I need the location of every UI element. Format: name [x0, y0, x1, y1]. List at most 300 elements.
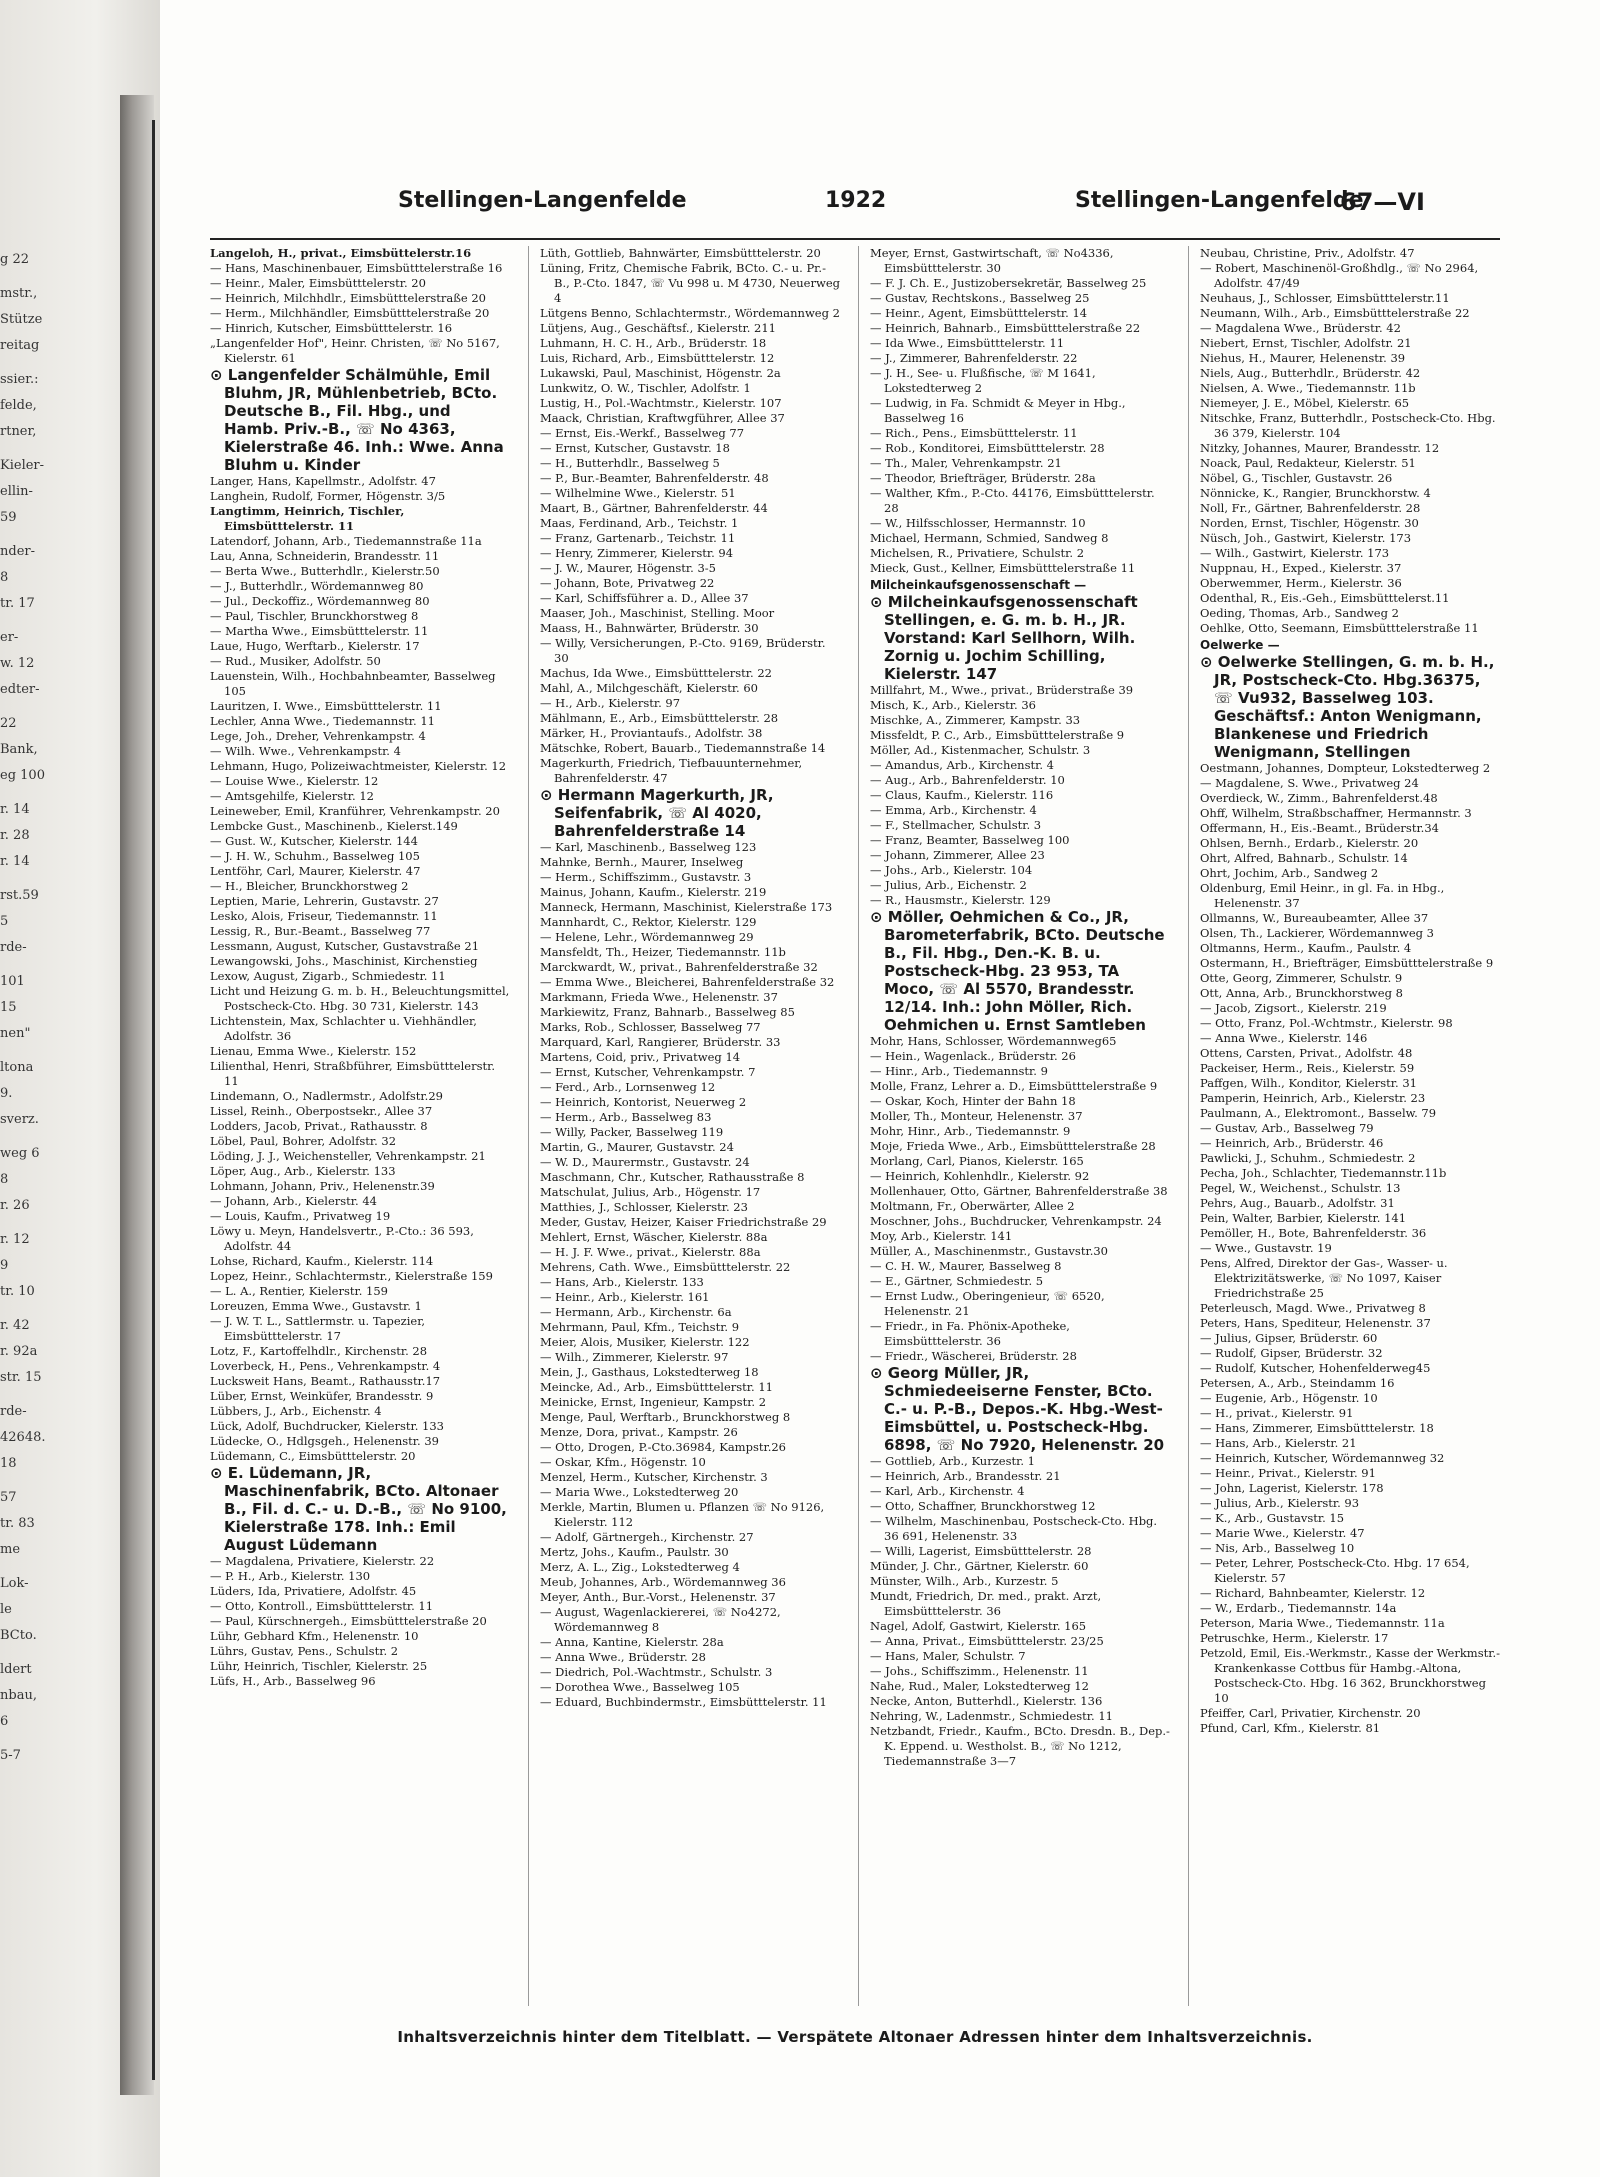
directory-entry: Merz, A. L., Zig., Lokstedterweg 4	[540, 1560, 740, 1574]
directory-entry: Lührs, Gustav, Pens., Schulstr. 2	[210, 1644, 399, 1658]
directory-entry: Marks, Rob., Schlosser, Basselweg 77	[540, 1020, 761, 1034]
directory-entry: — Heinrich, Milchhdlr., Eimsbütttelerstraße 20	[210, 291, 486, 305]
directory-entry: — Hans, Maschinenbauer, Eimsbütttelerstraße 16	[210, 261, 503, 275]
firm-entry: ⊙ Georg Müller, JR, Schmiedeeiserne Fenster, BCto. C.- u. P.-B., Depos.-K. Hbg.-West-Eimsbüttel, u. Postscheck-Hbg. 6898, ☏ No 7920, Helenenstr. 20	[870, 1364, 1165, 1454]
previous-page-text: tr. 83	[0, 1516, 35, 1531]
directory-entry: Meincke, Ad., Arb., Eimsbütttelerstr. 11	[540, 1380, 773, 1394]
directory-entry: Overdieck, W., Zimm., Bahrenfelderst.48	[1200, 791, 1438, 805]
directory-entry: — Gust. W., Kutscher, Kielerstr. 144	[210, 834, 418, 848]
directory-entry: — J. W. T. L., Sattlermstr. u. Tapezier, Eimsbütttelerstr. 17	[210, 1314, 426, 1343]
directory-entry: — Walther, Kfm., P.-Cto. 44176, Eimsbütttelerstr. 28	[870, 486, 1155, 515]
directory-entry: Maas, Ferdinand, Arb., Teichstr. 1	[540, 516, 739, 530]
firm-entry: ⊙ Hermann Magerkurth, JR, Seifenfabrik, ☏ Al 4020, Bahrenfelderstraße 14	[540, 786, 774, 840]
directory-entry: Oehlke, Otto, Seemann, Eimsbütttelerstraße 11	[1200, 621, 1479, 635]
directory-entry: Odenthal, R., Eis.-Geh., Eimsbütttelerst.11	[1200, 591, 1450, 605]
directory-entry: Ohlsen, Bernh., Erdarb., Kielerstr. 20	[1200, 836, 1419, 850]
directory-entry: — Johann, Zimmerer, Allee 23	[870, 848, 1045, 862]
previous-page-text: Kieler-	[0, 458, 45, 473]
directory-entry: — H., Bleicher, Brunckhorstweg 2	[210, 879, 409, 893]
directory-entry: — R., Hausmstr., Kielerstr. 129	[870, 893, 1051, 907]
directory-entry: — H., privat., Kielerstr. 91	[1200, 1406, 1354, 1420]
directory-entry: — Eduard, Buchbindermstr., Eimsbütttelerstr. 11	[540, 1695, 827, 1709]
directory-entry: — Ernst, Eis.-Werkf., Basselweg 77	[540, 426, 745, 440]
directory-entry: Lütjens, Aug., Geschäftsf., Kielerstr. 211	[540, 321, 776, 335]
directory-entry: Pein, Walter, Barbier, Kielerstr. 141	[1200, 1211, 1407, 1225]
column-divider	[858, 246, 859, 2006]
directory-entry: Lukawski, Paul, Maschinist, Högenstr. 2a	[540, 366, 781, 380]
page-footer-note: Inhaltsverzeichnis hinter dem Titelblatt. — Verspätete Altonaer Adressen hinter dem Inhaltsverzeichnis.	[397, 2028, 1313, 2046]
directory-entry: Lehmann, Hugo, Polizeiwachtmeister, Kielerstr. 12	[210, 759, 507, 773]
directory-entry: Niehus, H., Maurer, Helenenstr. 39	[1200, 351, 1406, 365]
directory-entry: Molle, Franz, Lehrer a. D., Eimsbütttelerstraße 9	[870, 1079, 1158, 1093]
directory-entry: — Th., Maler, Vehrenkampstr. 21	[870, 456, 1062, 470]
directory-entry: — Heinrich, Bahnarb., Eimsbütttelerstraße 22	[870, 321, 1141, 335]
directory-entry: Mansfeldt, Th., Heizer, Tiedemannstr. 11b	[540, 945, 786, 959]
previous-page-text: r. 92a	[0, 1344, 38, 1359]
directory-entry: Löwy u. Meyn, Handelsvertr., P.-Cto.: 36 593, Adolfstr. 44	[210, 1224, 474, 1253]
directory-entry: — August, Wagenlackiererei, ☏ No4272, Wördemannweg 8	[540, 1605, 781, 1634]
directory-entry: Leineweber, Emil, Kranführer, Vehrenkampstr. 20	[210, 804, 500, 818]
previous-page-text: 22	[0, 716, 17, 731]
previous-page-text: le	[0, 1602, 12, 1617]
directory-entry: Moje, Frieda Wwe., Arb., Eimsbütttelerstraße 28	[870, 1139, 1156, 1153]
directory-entry: Lühr, Gebhard Kfm., Helenenstr. 10	[210, 1629, 419, 1643]
firm-entry: ⊙ Möller, Oehmichen & Co., JR, Barometerfabrik, BCto. Deutsche B., Fil. Hbg., Den.-K. B. u. Postscheck-Hbg. 23 953, TA Moco, ☏ Al 5570, Brandesstr. 12/14. Inh.: John Möller, Rich. Oehmichen u. Ernst Samtleben	[870, 908, 1165, 1034]
directory-entry: — Hans, Maler, Schulstr. 7	[870, 1649, 1026, 1663]
previous-page-fragment	[0, 250, 110, 2050]
directory-entry: — Martha Wwe., Eimsbütttelerstr. 11	[210, 624, 429, 638]
directory-entry: Lohmann, Johann, Priv., Helenenstr.39	[210, 1179, 435, 1193]
previous-page-text: sverz.	[0, 1112, 39, 1127]
previous-page-text: weg 6	[0, 1146, 40, 1161]
directory-entry: — H., Butterhdlr., Basselweg 5	[540, 456, 720, 470]
directory-entry: Peterleusch, Magd. Wwe., Privatweg 8	[1200, 1301, 1426, 1315]
directory-entry: Lechler, Anna Wwe., Tiedemannstr. 11	[210, 714, 435, 728]
directory-entry: Markmann, Frieda Wwe., Helenenstr. 37	[540, 990, 778, 1004]
directory-entry: Lüders, Ida, Privatiere, Adolfstr. 45	[210, 1584, 417, 1598]
directory-entry: Menzel, Herm., Kutscher, Kirchenstr. 3	[540, 1470, 768, 1484]
directory-entry: Lindemann, O., Nadlermstr., Adolfstr.29	[210, 1089, 443, 1103]
directory-entry: — Hans, Arb., Kielerstr. 21	[1200, 1436, 1357, 1450]
directory-entry: — Eugenie, Arb., Högenstr. 10	[1200, 1391, 1378, 1405]
directory-entry: — Anna Wwe., Brüderstr. 28	[540, 1650, 706, 1664]
previous-page-text: r. 42	[0, 1318, 30, 1333]
previous-page-text: r. 12	[0, 1232, 30, 1247]
previous-page-text: Bank,	[0, 742, 38, 757]
directory-entry: — Helene, Lehr., Wördemannweg 29	[540, 930, 754, 944]
directory-entry: Mehlert, Ernst, Wäscher, Kielerstr. 88a	[540, 1230, 768, 1244]
directory-entry: Nagel, Adolf, Gastwirt, Kielerstr. 165	[870, 1619, 1087, 1633]
directory-entry: Luhmann, H. C. H., Arb., Brüderstr. 18	[540, 336, 767, 350]
directory-entry: Meyer, Ernst, Gastwirtschaft, ☏ No4336, Eimsbütttelerstr. 30	[870, 246, 1114, 275]
directory-entry: Lau, Anna, Schneiderin, Brandesstr. 11	[210, 549, 440, 563]
directory-entry: Löding, J. J., Weichensteller, Vehrenkampstr. 21	[210, 1149, 486, 1163]
previous-page-text: 5	[0, 914, 9, 929]
directory-entry: — Ernst, Kutscher, Vehrenkampstr. 7	[540, 1065, 756, 1079]
directory-entry: Michael, Hermann, Schmied, Sandweg 8	[870, 531, 1109, 545]
directory-entry: Mohr, Hans, Schlosser, Wördemannweg65	[870, 1034, 1117, 1048]
directory-entry: Matthies, J., Schlosser, Kielerstr. 23	[540, 1200, 748, 1214]
directory-entry: Pecha, Joh., Schlachter, Tiedemannstr.11b	[1200, 1166, 1447, 1180]
directory-entry: Pfund, Carl, Kfm., Kielerstr. 81	[1200, 1721, 1381, 1735]
directory-entry: Meyer, Anth., Bur.-Vorst., Helenenstr. 37	[540, 1590, 776, 1604]
directory-entry: Lustig, H., Pol.-Wachtmstr., Kielerstr. 107	[540, 396, 782, 410]
directory-entry: Märker, H., Proviantaufs., Adolfstr. 38	[540, 726, 763, 740]
directory-entry: — Paul, Tischler, Brunckhorstweg 8	[210, 609, 419, 623]
directory-entry: — Willy, Versicherungen, P.-Cto. 9169, Brüderstr. 30	[540, 636, 826, 665]
header-year: 1922	[825, 188, 887, 213]
directory-entry: — Ernst Ludw., Oberingenieur, ☏ 6520, Helenenstr. 21	[870, 1289, 1105, 1318]
directory-entry: Langer, Hans, Kapellmstr., Adolfstr. 47	[210, 474, 436, 488]
directory-entry: — Wilhelm, Maschinenbau, Postscheck-Cto. Hbg. 36 691, Helenenstr. 33	[870, 1514, 1158, 1543]
directory-entry: — Willy, Packer, Basselweg 119	[540, 1125, 724, 1139]
directory-entry: Offermann, H., Eis.-Beamt., Brüderstr.34	[1200, 821, 1439, 835]
directory-entry: Marquard, Karl, Rangierer, Brüderstr. 33	[540, 1035, 781, 1049]
directory-entry: Mundt, Friedrich, Dr. med., prakt. Arzt, Eimsbütttelerstr. 36	[870, 1589, 1102, 1618]
directory-entry: Paffgen, Wilh., Konditor, Kielerstr. 31	[1200, 1076, 1417, 1090]
directory-entry: — Rudolf, Kutscher, Hohenfelderweg45	[1200, 1361, 1431, 1375]
directory-entry: — Heinrich, Kohlenhdlr., Kielerstr. 92	[870, 1169, 1090, 1183]
directory-entry: — Ferd., Arb., Lornsenweg 12	[540, 1080, 716, 1094]
directory-entry: — Marie Wwe., Kielerstr. 47	[1200, 1526, 1365, 1540]
directory-entry: — Claus, Kaufm., Kielerstr. 116	[870, 788, 1054, 802]
previous-page-text: ldert	[0, 1662, 32, 1677]
column-divider	[528, 246, 529, 2006]
previous-page-text: eg 100	[0, 768, 45, 783]
previous-page-text: ltona	[0, 1060, 34, 1075]
directory-entry: — Johs., Arb., Kielerstr. 104	[870, 863, 1033, 877]
directory-entry: Laue, Hugo, Werftarb., Kielerstr. 17	[210, 639, 420, 653]
directory-entry: Pemöller, H., Bote, Bahrenfelderstr. 36	[1200, 1226, 1427, 1240]
directory-entry: Petruschke, Herm., Kielerstr. 17	[1200, 1631, 1389, 1645]
directory-entry: Menze, Dora, privat., Kampstr. 26	[540, 1425, 738, 1439]
directory-entry: — Adolf, Gärtnergeh., Kirchenstr. 27	[540, 1530, 754, 1544]
directory-entry: — Robert, Maschinenöl-Großhdlg., ☏ No 2964, Adolfstr. 47/49	[1200, 261, 1479, 290]
directory-entry: Lübbers, J., Arb., Eichenstr. 4	[210, 1404, 382, 1418]
directory-entry: — Anna, Kantine, Kielerstr. 28a	[540, 1635, 724, 1649]
directory-entry: Lesko, Alois, Friseur, Tiedemannstr. 11	[210, 909, 438, 923]
directory-entry: — Anna, Privat., Eimsbütttelerstr. 23/25	[870, 1634, 1104, 1648]
directory-entry: Lauritzen, I. Wwe., Eimsbütttelerstr. 11	[210, 699, 442, 713]
directory-entry: — Franz, Gartenarb., Teichstr. 11	[540, 531, 736, 545]
header-rule	[210, 238, 1500, 240]
directory-entry: Lauenstein, Wilh., Hochbahnbeamter, Basselweg 105	[210, 669, 496, 698]
previous-page-text: 59	[0, 510, 17, 525]
directory-entry: — Heinrich, Arb., Brüderstr. 46	[1200, 1136, 1384, 1150]
previous-page-text: rst.59	[0, 888, 39, 903]
directory-entry: „Langenfelder Hof", Heinr. Christen, ☏ No 5167, Kielerstr. 61	[210, 336, 500, 365]
directory-entry: Neumann, Wilh., Arb., Eimsbütttelerstraße 22	[1200, 306, 1470, 320]
directory-entry: — Dorothea Wwe., Basselweg 105	[540, 1680, 740, 1694]
directory-entry: Lessig, R., Bur.-Beamt., Basselweg 77	[210, 924, 431, 938]
directory-entry: — Heinrich, Kontorist, Neuerweg 2	[540, 1095, 747, 1109]
directory-entry: Petzold, Emil, Eis.-Werkmstr., Kasse der Werkmstr.-Krankenkasse Cottbus für Hambg.-Altona, Postscheck-Cto. Hbg. 16 362, Brunckhorstweg 10	[1200, 1646, 1500, 1705]
directory-entry: — P., Bur.-Beamter, Bahrenfelderstr. 48	[540, 471, 769, 485]
directory-entry: Martens, Coid, priv., Privatweg 14	[540, 1050, 741, 1064]
directory-entry: Lichtenstein, Max, Schlachter u. Viehhändler, Adolfstr. 36	[210, 1014, 477, 1043]
firm-entry: ⊙ Milcheinkaufsgenossenschaft Stellingen, e. G. m. b. H., JR. Vorstand: Karl Sellhorn, Wilh. Zornig u. Jochim Schilling, Kielerstr. 147	[870, 593, 1138, 683]
directory-entry: Oberwemmer, Herm., Kielerstr. 36	[1200, 576, 1402, 590]
directory-entry: Mainus, Johann, Kaufm., Kielerstr. 219	[540, 885, 767, 899]
directory-entry: Lohse, Richard, Kaufm., Kielerstr. 114	[210, 1254, 434, 1268]
directory-column-4	[1200, 246, 1500, 2006]
directory-entry: Lüfs, H., Arb., Basselweg 96	[210, 1674, 376, 1688]
previous-page-text: me	[0, 1542, 21, 1557]
directory-entry: — Magdalena Wwe., Brüderstr. 42	[1200, 321, 1401, 335]
directory-entry: — Rob., Konditorei, Eimsbütttelerstr. 28	[870, 441, 1105, 455]
directory-entry: Maart, B., Gärtner, Bahrenfelderstr. 44	[540, 501, 768, 515]
section-heading: Oelwerke —	[1200, 638, 1280, 652]
directory-entry: Lexow, August, Zigarb., Schmiedestr. 11	[210, 969, 446, 983]
directory-entry: — J. H., See- u. Flußfische, ☏ M 1641, Lokstedterweg 2	[870, 366, 1096, 395]
previous-page-text: g 22	[0, 252, 29, 267]
directory-entry: — Otto, Kontroll., Eimsbütttelerstr. 11	[210, 1599, 434, 1613]
directory-entry: — Magdalene, S. Wwe., Privatweg 24	[1200, 776, 1419, 790]
directory-entry: Nehring, W., Ladenmstr., Schmiedestr. 11	[870, 1709, 1113, 1723]
directory-entry: Mählmann, E., Arb., Eimsbütttelerstr. 28	[540, 711, 779, 725]
directory-entry: Misch, K., Arb., Kielerstr. 36	[870, 698, 1036, 712]
previous-page-text: tr. 10	[0, 1284, 35, 1299]
directory-entry: — Hans, Arb., Kielerstr. 133	[540, 1275, 704, 1289]
directory-entry: — Henry, Zimmerer, Kielerstr. 94	[540, 546, 734, 560]
directory-entry: Oeding, Thomas, Arb., Sandweg 2	[1200, 606, 1399, 620]
page-fold-line	[152, 120, 155, 2080]
directory-entry: Ohrt, Alfred, Bahnarb., Schulstr. 14	[1200, 851, 1408, 865]
previous-page-text: mstr.,	[0, 286, 38, 301]
directory-entry: — Jul., Deckoffiz., Wördemannweg 80	[210, 594, 430, 608]
directory-entry: Latendorf, Johann, Arb., Tiedemannstraße 11a	[210, 534, 482, 548]
directory-entry: Mehrens, Cath. Wwe., Eimsbütttelerstr. 22	[540, 1260, 791, 1274]
directory-entry: — K., Arb., Gustavstr. 15	[1200, 1511, 1345, 1525]
directory-entry: — Wilh., Gastwirt, Kielerstr. 173	[1200, 546, 1390, 560]
directory-entry: — Louise Wwe., Kielerstr. 12	[210, 774, 379, 788]
previous-page-text: tr. 17	[0, 596, 35, 611]
directory-entry: — H., Arb., Kielerstr. 97	[540, 696, 681, 710]
previous-page-text: w. 12	[0, 656, 35, 671]
directory-entry: Nitzky, Johannes, Maurer, Brandesstr. 12	[1200, 441, 1440, 455]
directory-entry: Neuhaus, J., Schlosser, Eimsbütttelerstr.11	[1200, 291, 1450, 305]
directory-entry: Lüber, Ernst, Weinküfer, Brandesstr. 9	[210, 1389, 434, 1403]
directory-entry: Merkle, Martin, Blumen u. Pflanzen ☏ No 9126, Kielerstr. 112	[540, 1500, 825, 1529]
directory-entry: Mannhardt, C., Rektor, Kielerstr. 129	[540, 915, 757, 929]
directory-entry: — Diedrich, Pol.-Wachtmstr., Schulstr. 3	[540, 1665, 773, 1679]
directory-entry: Menge, Paul, Werftarb., Brunckhorstweg 8	[540, 1410, 791, 1424]
previous-page-text: edter-	[0, 682, 40, 697]
directory-entry: Oldenburg, Emil Heinr., in gl. Fa. in Hbg., Helenenstr. 37	[1200, 881, 1445, 910]
directory-entry: Nöbel, G., Tischler, Gustavstr. 26	[1200, 471, 1393, 485]
directory-entry: Marckwardt, W., privat., Bahrenfelderstraße 32	[540, 960, 818, 974]
directory-entry: Löper, Aug., Arb., Kielerstr. 133	[210, 1164, 396, 1178]
directory-entry: — Louis, Kaufm., Privatweg 19	[210, 1209, 391, 1223]
directory-entry: — Ida Wwe., Eimsbütttelerstr. 11	[870, 336, 1065, 350]
directory-entry: Lüning, Fritz, Chemische Fabrik, BCto. C.- u. Pr.-B., P.-Cto. 1847, ☏ Vu 998 u. M 4730, Neuerweg 4	[540, 261, 840, 305]
directory-entry: — L. A., Rentier, Kielerstr. 159	[210, 1284, 388, 1298]
directory-entry: — Gustav, Rechtskons., Basselweg 25	[870, 291, 1090, 305]
directory-entry: — Heinrich, Kutscher, Wördemannweg 32	[1200, 1451, 1445, 1465]
directory-entry: — Julius, Arb., Kielerstr. 93	[1200, 1496, 1360, 1510]
previous-page-text: r. 14	[0, 802, 30, 817]
directory-entry: Lüdemann, C., Eimsbütttelerstr. 20	[210, 1449, 416, 1463]
directory-entry: Paulmann, A., Elektromont., Basselw. 79	[1200, 1106, 1437, 1120]
directory-entry: — Rudolf, Gipser, Brüderstr. 32	[1200, 1346, 1383, 1360]
directory-entry: — Amtsgehilfe, Kielerstr. 12	[210, 789, 374, 803]
page-number: 67—VI	[1340, 188, 1425, 216]
directory-entry: Meinicke, Ernst, Ingenieur, Kampstr. 2	[540, 1395, 767, 1409]
directory-entry: Lewangowski, Johs., Maschinist, Kirchenstieg	[210, 954, 478, 968]
directory-entry: — Anna Wwe., Kielerstr. 146	[1200, 1031, 1368, 1045]
directory-entry: — Gottlieb, Arb., Kurzestr. 1	[870, 1454, 1035, 1468]
directory-entry: — Wilh., Zimmerer, Kielerstr. 97	[540, 1350, 729, 1364]
directory-entry: Ottens, Carsten, Privat., Adolfstr. 48	[1200, 1046, 1413, 1060]
directory-entry: Moller, Th., Monteur, Helenenstr. 37	[870, 1109, 1083, 1123]
previous-page-text: 18	[0, 1456, 17, 1471]
previous-page-text: 9.	[0, 1086, 13, 1101]
directory-entry: Leptien, Marie, Lehrerin, Gustavstr. 27	[210, 894, 439, 908]
directory-entry: Mohr, Hinr., Arb., Tiedemannstr. 9	[870, 1124, 1071, 1138]
directory-entry: Lege, Joh., Dreher, Vehrenkampstr. 4	[210, 729, 426, 743]
directory-entry: Packeiser, Herm., Reis., Kielerstr. 59	[1200, 1061, 1415, 1075]
directory-entry: — J. W., Maurer, Högenstr. 3-5	[540, 561, 716, 575]
previous-page-text: 8	[0, 1172, 9, 1187]
directory-entry: — Karl, Arb., Kirchenstr. 4	[870, 1484, 1025, 1498]
directory-entry: Meub, Johannes, Arb., Wördemannweg 36	[540, 1575, 786, 1589]
directory-entry: — Paul, Kürschnergeh., Eimsbütttelerstraße 20	[210, 1614, 487, 1628]
directory-entry: Lilienthal, Henri, Straßbführer, Eimsbütttelerstr. 11	[210, 1059, 496, 1088]
directory-entry: Millfahrt, M., Wwe., privat., Brüderstraße 39	[870, 683, 1134, 697]
directory-entry: Morlang, Carl, Pianos, Kielerstr. 165	[870, 1154, 1084, 1168]
directory-entry: — Rud., Musiker, Adolfstr. 50	[210, 654, 381, 668]
directory-entry: Lucksweit Hans, Beamt., Rathausstr.17	[210, 1374, 441, 1388]
directory-entry: — Hein., Wagenlack., Brüderstr. 26	[870, 1049, 1076, 1063]
directory-entry: — Emma, Arb., Kirchenstr. 4	[870, 803, 1037, 817]
directory-entry: — Oskar, Koch, Hinter der Bahn 18	[870, 1094, 1076, 1108]
directory-entry: — Willi, Lagerist, Eimsbütttelerstr. 28	[870, 1544, 1092, 1558]
previous-page-text: 5-7	[0, 1748, 21, 1763]
directory-entry: Otte, Georg, Zimmerer, Schulstr. 9	[1200, 971, 1403, 985]
previous-page-text: str. 15	[0, 1370, 42, 1385]
header-left-title: Stellingen-Langenfelde	[398, 188, 687, 213]
directory-entry: Oltmanns, Herm., Kaufm., Paulstr. 4	[1200, 941, 1412, 955]
directory-entry: Oestmann, Johannes, Dompteur, Lokstedterweg 2	[1200, 761, 1491, 775]
directory-entry: Maschmann, Chr., Kutscher, Rathausstraße 8	[540, 1170, 805, 1184]
directory-entry: Langhein, Rudolf, Former, Högenstr. 3/5	[210, 489, 446, 503]
directory-entry: — E., Gärtner, Schmiedestr. 5	[870, 1274, 1044, 1288]
directory-entry: — Wwe., Gustavstr. 19	[1200, 1241, 1332, 1255]
directory-entry: Ostermann, H., Briefträger, Eimsbütttelerstraße 9	[1200, 956, 1494, 970]
directory-entry: — H. J. F. Wwe., privat., Kielerstr. 88a	[540, 1245, 761, 1259]
directory-entry: — Richard, Bahnbeamter, Kielerstr. 12	[1200, 1586, 1426, 1600]
directory-entry: Meier, Alois, Musiker, Kielerstr. 122	[540, 1335, 750, 1349]
directory-entry: Magerkurth, Friedrich, Tiefbauunternehmer, Bahrenfelderstr. 47	[540, 756, 803, 785]
previous-page-text: 15	[0, 1000, 17, 1015]
directory-entry: — W., Erdarb., Tiedemannstr. 14a	[1200, 1601, 1397, 1615]
directory-entry: Mieck, Gust., Kellner, Eimsbütttelerstraße 11	[870, 561, 1136, 575]
directory-column-2	[540, 246, 840, 2006]
previous-page-text: nder-	[0, 544, 35, 559]
directory-entry: — P. H., Arb., Kielerstr. 130	[210, 1569, 371, 1583]
directory-entry: — Wilh. Wwe., Vehrenkampstr. 4	[210, 744, 401, 758]
previous-page-text: rtner,	[0, 424, 37, 439]
directory-entry: Licht und Heizung G. m. b. H., Beleuchtungsmittel, Postscheck-Cto. Hbg. 30 731, Kielerstr. 143	[210, 984, 510, 1013]
directory-entry: — Gustav, Arb., Basselweg 79	[1200, 1121, 1374, 1135]
directory-entry: Niels, Aug., Butterhdlr., Brüderstr. 42	[1200, 366, 1421, 380]
directory-entry: Ohrt, Jochim, Arb., Sandweg 2	[1200, 866, 1379, 880]
previous-page-text: r. 28	[0, 828, 30, 843]
previous-page-text: nbau,	[0, 1688, 37, 1703]
previous-page-text: 101	[0, 974, 25, 989]
directory-entry: — Karl, Maschinenb., Basselweg 123	[540, 840, 757, 854]
directory-entry: — Magdalena, Privatiere, Kielerstr. 22	[210, 1554, 435, 1568]
directory-entry: — Peter, Lehrer, Postscheck-Cto. Hbg. 17 654, Kielerstr. 57	[1200, 1556, 1470, 1585]
directory-entry: — John, Lagerist, Kielerstr. 178	[1200, 1481, 1384, 1495]
directory-entry: — Hinrich, Kutscher, Eimsbütttelerstr. 16	[210, 321, 453, 335]
previous-page-text: BCto.	[0, 1628, 37, 1643]
section-heading: Milcheinkaufsgenossenschaft —	[870, 578, 1087, 592]
directory-entry: Lunkwitz, O. W., Tischler, Adolfstr. 1	[540, 381, 751, 395]
book-gutter	[120, 95, 154, 2095]
directory-entry: Loverbeck, H., Pens., Vehrenkampstr. 4	[210, 1359, 441, 1373]
directory-entry: Maack, Christian, Kraftwgführer, Allee 37	[540, 411, 785, 425]
directory-entry: — Johann, Arb., Kielerstr. 44	[210, 1194, 377, 1208]
directory-entry: Lodders, Jacob, Privat., Rathausstr. 8	[210, 1119, 428, 1133]
directory-entry: Ohff, Wilhelm, Straßbschaffner, Hermannstr. 3	[1200, 806, 1472, 820]
directory-entry: Nüsch, Joh., Gastwirt, Kielerstr. 173	[1200, 531, 1412, 545]
directory-entry: Nuppnau, H., Exped., Kielerstr. 37	[1200, 561, 1402, 575]
directory-entry: Lütgens Benno, Schlachtermstr., Wördemannweg 2	[540, 306, 840, 320]
directory-entry: Mehrmann, Paul, Kfm., Teichstr. 9	[540, 1320, 740, 1334]
previous-page-text: nen"	[0, 1026, 31, 1041]
directory-entry: Mätschke, Robert, Bauarb., Tiedemannstraße 14	[540, 741, 826, 755]
directory-entry: Niebert, Ernst, Tischler, Adolfstr. 21	[1200, 336, 1412, 350]
directory-entry: Maaser, Joh., Maschinist, Stelling. Moor	[540, 606, 775, 620]
directory-columns	[210, 246, 1500, 2006]
directory-entry: Löbel, Paul, Bohrer, Adolfstr. 32	[210, 1134, 397, 1148]
directory-entry: Mollenhauer, Otto, Gärtner, Bahrenfelderstraße 38	[870, 1184, 1168, 1198]
directory-entry: — Heinrich, Arb., Brandesstr. 21	[870, 1469, 1061, 1483]
firm-entry: ⊙ Oelwerke Stellingen, G. m. b. H., JR, Postscheck-Cto. Hbg.36375, ☏ Vu932, Basselweg 103. Geschäftsf.: Anton Wenigmann, Blankenese und Friedrich Wenigmann, Stellingen	[1200, 653, 1495, 761]
previous-page-text: Stütze	[0, 312, 43, 327]
directory-entry: — Heinr., Agent, Eimsbütttelerstr. 14	[870, 306, 1088, 320]
directory-entry: — Heinr., Privat., Kielerstr. 91	[1200, 1466, 1376, 1480]
directory-entry: Nielsen, A. Wwe., Tiedemannstr. 11b	[1200, 381, 1416, 395]
directory-entry: — Ludwig, in Fa. Schmidt & Meyer in Hbg., Basselweg 16	[870, 396, 1126, 425]
previous-page-text: ellin-	[0, 484, 33, 499]
directory-entry: Mein, J., Gasthaus, Lokstedterweg 18	[540, 1365, 759, 1379]
directory-entry: — W. D., Maurermstr., Gustavstr. 24	[540, 1155, 750, 1169]
directory-entry: Münder, J. Chr., Gärtner, Kielerstr. 60	[870, 1559, 1089, 1573]
directory-entry: — Herm., Milchhändler, Eimsbütttelerstraße 20	[210, 306, 490, 320]
directory-entry: Münster, Wilh., Arb., Kurzestr. 5	[870, 1574, 1059, 1588]
directory-entry: Nönnicke, K., Rangier, Brunckhorstw. 4	[1200, 486, 1431, 500]
directory-entry: — Karl, Schiffsführer a. D., Allee 37	[540, 591, 749, 605]
directory-entry: — Wilhelmine Wwe., Kielerstr. 51	[540, 486, 736, 500]
directory-entry: Peterson, Maria Wwe., Tiedemannstr. 11a	[1200, 1616, 1445, 1630]
directory-entry: Langtimm, Heinrich, Tischler, Eimsbütttelerstr. 11	[210, 504, 405, 533]
directory-entry: Möller, Ad., Kistenmacher, Schulstr. 3	[870, 743, 1091, 757]
directory-page	[210, 150, 1500, 2070]
directory-entry: Lüdecke, O., Hdlgsgeh., Helenenstr. 39	[210, 1434, 439, 1448]
directory-entry: — Johann, Bote, Privatweg 22	[540, 576, 715, 590]
directory-entry: Petersen, A., Arb., Steindamm 16	[1200, 1376, 1395, 1390]
firm-entry: ⊙ Langenfelder Schälmühle, Emil Bluhm, JR, Mühlenbetrieb, BCto. Deutsche B., Fil. Hbg., und Hamb. Priv.-B., ☏ No 4363, Kielerstraße 46. Inh.: Wwe. Anna Bluhm u. Kinder	[210, 366, 504, 474]
directory-entry: — Maria Wwe., Lokstedterweg 20	[540, 1485, 739, 1499]
header-right-title: Stellingen-Langenfelde	[1075, 188, 1364, 213]
directory-entry: Lembcke Gust., Maschinenb., Kielerst.149	[210, 819, 458, 833]
directory-entry: Peters, Hans, Spediteur, Helenenstr. 37	[1200, 1316, 1431, 1330]
directory-column-1	[210, 246, 510, 2006]
directory-entry: Lissel, Reinh., Oberpostsekr., Allee 37	[210, 1104, 433, 1118]
previous-page-text: 9	[0, 1258, 9, 1273]
